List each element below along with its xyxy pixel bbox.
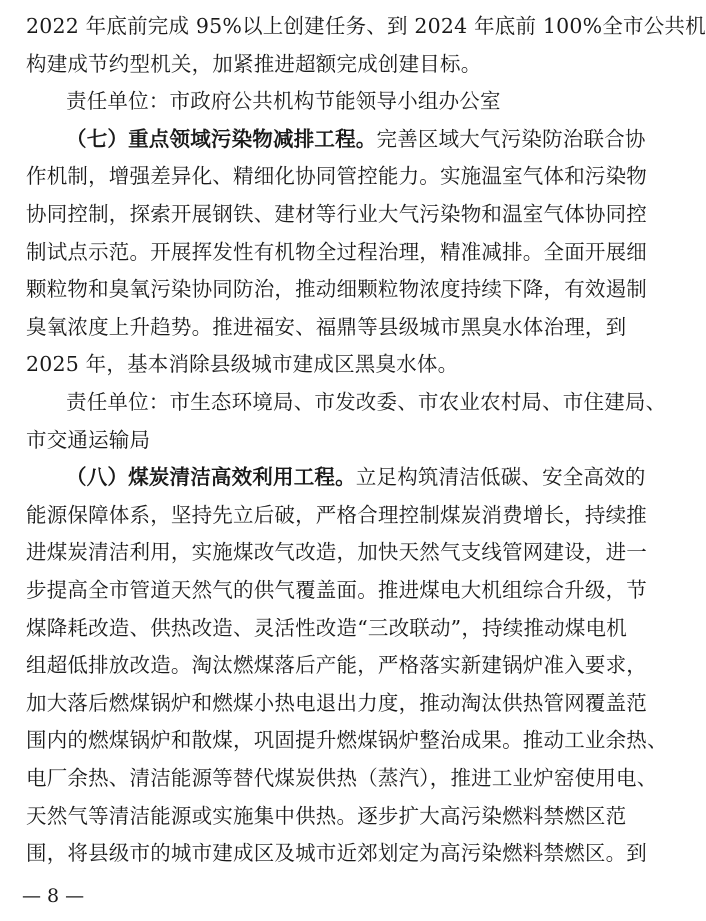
section-heading: （八）煤炭清洁高效利用工程。 [66, 465, 356, 490]
text-line: 制试点示范。开展挥发性有机物全过程治理，精准减排。全面开展细 [26, 239, 647, 264]
text-line: 加大落后燃煤锅炉和燃煤小热电退出力度，推动淘汰供热管网覆盖范 [26, 690, 647, 715]
text-line: 围，将县级市的城市建成区及城市近郊划定为高污染燃料禁燃区。到 [26, 841, 647, 866]
text-line: 2022 年底前完成 95%以上创建任务、到 2024 年底前 100%全市公共机 [26, 14, 706, 38]
text-segment: 立足构筑清洁低碳、安全高效的 [355, 465, 646, 490]
text-line: 组超低排放改造。淘汰燃煤落后产能，严格落实新建锅炉准入要求， [26, 653, 647, 678]
text-line: 煤降耗改造、供热改造、灵活性改造“三改联动”，持续推动煤电机 [26, 615, 627, 640]
section-heading-line [66, 459, 646, 495]
text-line: 天然气等清洁能源或实施集中供热。逐步扩大高污染燃料禁燃区范 [26, 803, 627, 828]
text-line: 电厂余热、清洁能源等替代煤炭供热（蒸汽），推进工业炉窑使用电、 [26, 766, 658, 790]
text-line: 市交通运输局 [26, 427, 151, 452]
text-line: 步提高全市管道天然气的供气覆盖面。推进煤电大机组综合升级，节 [26, 578, 647, 602]
responsible-unit-line: 责任单位：市生态环境局、市发改委、市农业农村局、市住建局、 [66, 390, 667, 414]
responsible-unit-line: 责任单位：市政府公共机构节能领导小组办公室 [66, 89, 501, 114]
text-line: 作机制，增强差异化、精细化协同管控能力。实施温室气体和污染物 [26, 164, 647, 189]
text-segment: 完善区域大气污染防治联合协 [376, 126, 646, 151]
section-heading: （七）重点领域污染物减排工程。 [66, 126, 377, 151]
section-heading-line [66, 121, 646, 157]
text-line: 协同控制，探索开展钢铁、建材等行业大气污染物和温室气体协同控 [26, 202, 647, 226]
text-line: 颗粒物和臭氧污染协同防治，推动细颗粒物浓度持续下降，有效遏制 [26, 277, 647, 302]
text-line: 进煤炭清洁利用，实施煤改气改造，加快天然气支线管网建设，进一 [26, 540, 647, 565]
text-line: 构建成节约型机关，加紧推进超额完成创建目标。 [26, 51, 482, 76]
text-line: 能源保障体系，坚持先立后破，严格合理控制煤炭消费增长，持续推 [26, 502, 647, 527]
page-number: — 8 — [22, 884, 85, 907]
text-line: 臭氧浓度上升趋势。推进福安、福鼎等县级城市黑臭水体治理，到 [26, 314, 627, 339]
text-line: 围内的燃煤锅炉和散煤，巩固提升燃煤锅炉整治成果。推动工业余热、 [26, 728, 668, 753]
text-line: 2025 年，基本消除县级城市建成区黑臭水体。 [26, 352, 459, 377]
